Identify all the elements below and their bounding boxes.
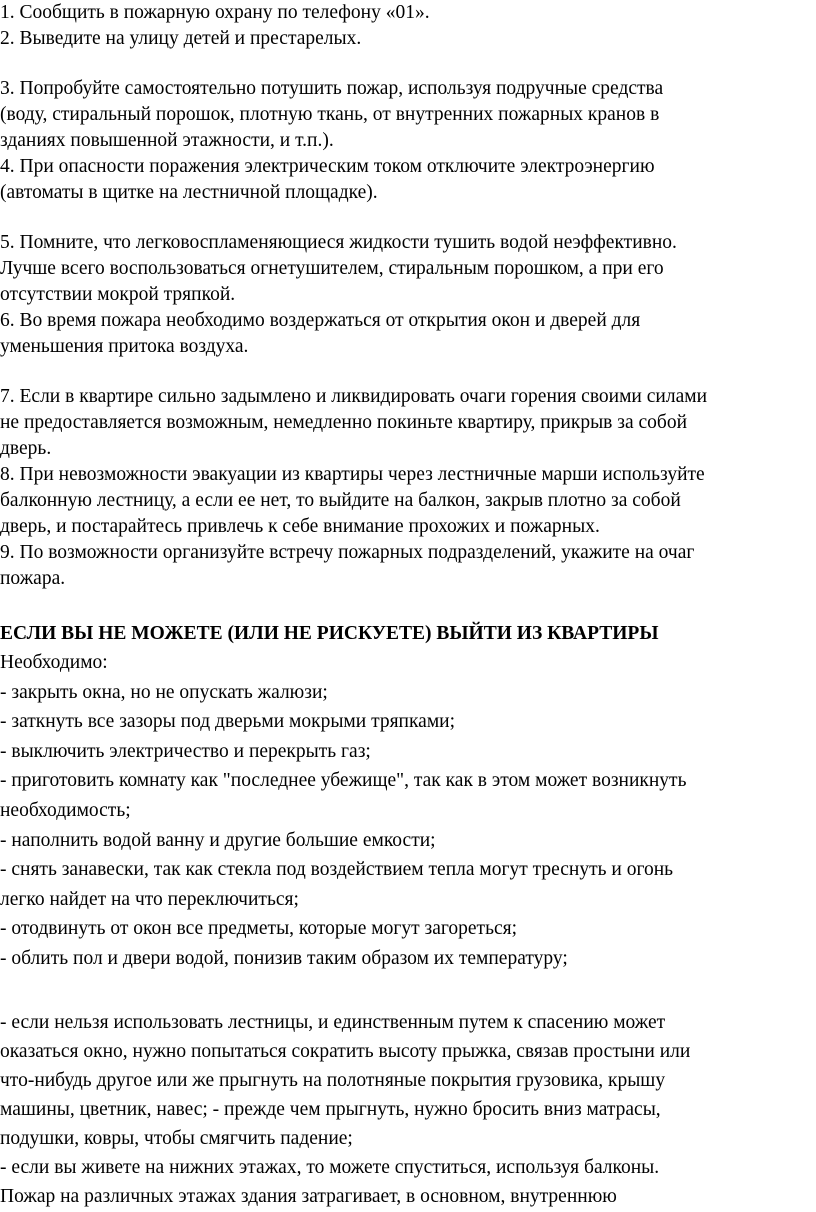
instructions-block-1 — [0, 0, 430, 52]
list-item: - если вы живете на нижних этажах, то можете спуститься, используя балконы. — [0, 1157, 660, 1178]
text-line: 7. Если в квартире сильно задымлено и ликвидировать очаги горения своими силами — [0, 386, 707, 407]
list-item: - если нельзя использовать лестницы, и единственным путем к спасению может — [0, 1012, 666, 1033]
instructions-block-2 — [0, 76, 663, 206]
text-line: Пожар на различных этажах здания затрагивает, в основном, внутреннюю — [0, 1186, 617, 1207]
instructions-block-3 — [0, 230, 677, 360]
list-item-continuation: легко найдет на что переключиться; — [0, 888, 299, 910]
text-line: подушки, ковры, чтобы смягчить падение; — [0, 1128, 353, 1149]
text-line: дверь. — [0, 438, 52, 459]
instructions-block-4 — [0, 384, 707, 592]
list-item: - облить пол и двери водой, понизив таким образом их температуру; — [0, 947, 568, 969]
text-line: машины, цветник, навес; - прежде чем прыгнуть, нужно бросить вниз матрасы, — [0, 1099, 661, 1120]
text-line: пожара. — [0, 568, 66, 589]
text-line: 2. Выведите на улицу детей и престарелых. — [0, 28, 362, 49]
list-item: - выключить электричество и перекрыть газ; — [0, 740, 371, 762]
list-item-continuation: необходимость; — [0, 799, 131, 821]
section-heading: ЕСЛИ ВЫ НЕ МОЖЕТЕ (ИЛИ НЕ РИСКУЕТЕ) ВЫЙТИ ИЗ КВАРТИРЫ — [0, 623, 659, 644]
list-item: - снять занавески, так как стекла под воздействием тепла могут треснуть и огонь — [0, 859, 674, 881]
text-line: (воду, стиральный порошок, плотную ткань, от внутренних пожарных кранов в — [0, 104, 660, 125]
list-item: - закрыть окна, но не опускать жалюзи; — [0, 681, 328, 703]
text-line: не предоставляется возможным, немедленно покиньте квартиру, прикрыв за собой — [0, 412, 688, 433]
text-line: Лучше всего воспользоваться огнетушителем, стиральным порошком, а при его — [0, 258, 664, 279]
text-line: Необходимо: — [0, 652, 108, 673]
list-item: - отодвинуть от окон все предметы, которые могут загореться; — [0, 918, 518, 940]
text-line: 5. Помните, что легковоспламеняющиеся жидкости тушить водой неэффективно. — [0, 232, 677, 253]
text-line: 6. Во время пожара необходимо воздержаться от открытия окон и дверей для — [0, 310, 641, 331]
text-line: оказаться окно, нужно попытаться сократить высоту прыжка, связав простыни или — [0, 1041, 691, 1062]
text-line: 9. По возможности организуйте встречу пожарных подразделений, укажите на очаг — [0, 542, 695, 563]
list-item: - наполнить водой ванну и другие большие емкости; — [0, 829, 436, 851]
text-line: 3. Попробуйте самостоятельно потушить пожар, используя подручные средства — [0, 78, 664, 99]
escape-instructions — [0, 1008, 690, 1211]
text-line: (автоматы в щитке на лестничной площадке). — [0, 182, 378, 203]
text-line: уменьшения притока воздуха. — [0, 336, 249, 357]
list-item: - приготовить комнату как "последнее убежище", так как в этом может возникнуть — [0, 770, 687, 792]
text-line: дверь, и постарайтесь привлечь к себе внимание прохожих и пожарных. — [0, 516, 600, 537]
text-line: балконную лестницу, а если ее нет, то выйдите на балкон, закрыв плотно за собой — [0, 490, 681, 511]
text-line: зданиях повышенной этажности, и т.п.). — [0, 130, 334, 151]
text-line: отсутствии мокрой тряпкой. — [0, 284, 236, 305]
text-line: 4. При опасности поражения электрическим током отключите электроэнергию — [0, 156, 655, 177]
shelter-instructions — [0, 620, 686, 974]
text-line: 8. При невозможности эвакуации из квартиры через лестничные марши используйте — [0, 464, 705, 485]
text-line: 1. Сообщить в пожарную охрану по телефону «01». — [0, 2, 430, 23]
list-item: - заткнуть все зазоры под дверьми мокрыми тряпками; — [0, 711, 456, 733]
text-line: что-нибудь другое или же прыгнуть на полотняные покрытия грузовика, крышу — [0, 1070, 666, 1091]
